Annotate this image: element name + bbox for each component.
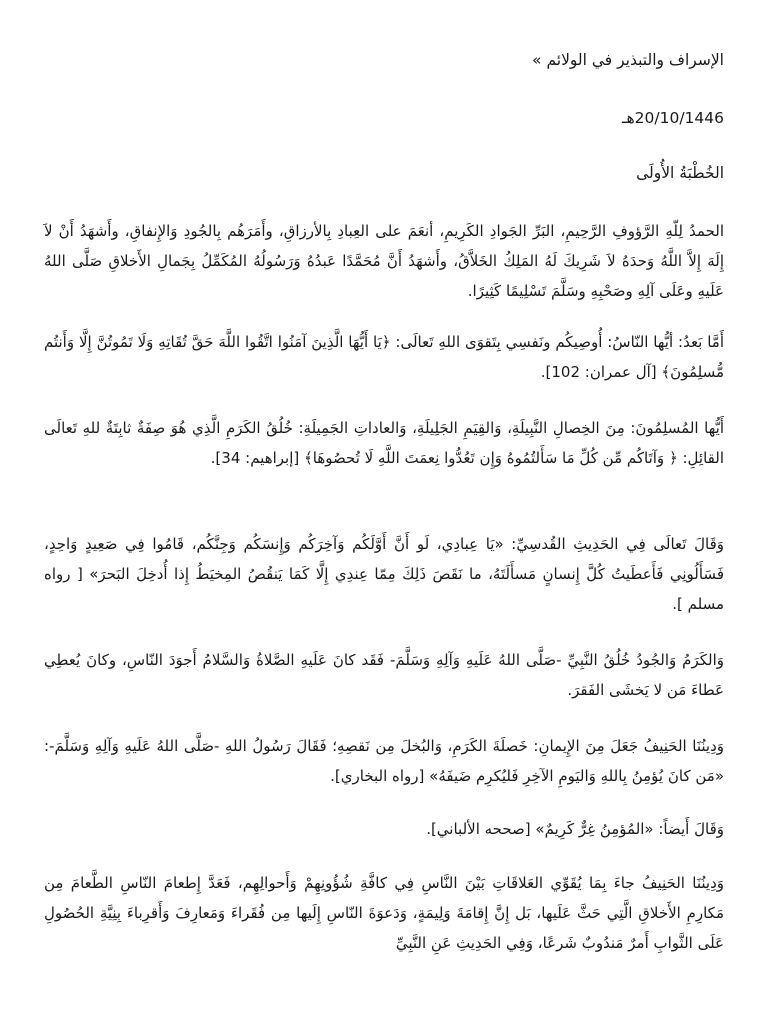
paragraph-believer-noble: وَقَالَ أَيضاً: «المُؤمِنُ غِرٌّ كَرِيمٌ» [صححه الألباني].: [426, 820, 724, 838]
paragraph-opening-praise: الحمدُ لِلّهِ الرَّؤوفِ الرَّحِيمِ، البَرِّ الجَوادِ الكَرِيمِ، أنعَمَ على العِبادِ بِالأرزاقِ، وأَمَرَهُم بِالجُودِ وَالإِنفاقِ، وأَشهَدُ أَنْ لاَ إِلَهَ إِلاَّ اللَّهُ وَحدَهُ لاَ شَرِيكَ لَهُ المَلِكُ الخَلاَّقُ، وأَشهَدُ أَنَّ مُحَمَّدًا عَبدُهُ وَرَسُولُهُ المُكَمِّلُ بِجَمالِ الأَخلاقِ صَلَّى اللهُ عَلَيهِ وعَلَى آلِهِ وصَحْبِهِ وسَلَّمَ تَسْلِيمًا كَثِيرًا.: [44, 222, 724, 300]
document-page: [44, 0, 724, 1024]
paragraph-hadith-qudsi: وَقَالَ تَعالَى فِي الحَدِيثِ القُدسِيِّ: «يَا عِبادِي، لَو أَنَّ أَوَّلَكُم وَآخِرَكُم وَإِنسَكُم وَجِنَّكُم، قَامُوا فِي صَعِيدٍ وَاحِدٍ، فَسَأَلُونِي فَأَعطَيتُ كُلَّ إِنسانٍ مَسأَلَتَهُ، ما نَقَصَ ذَلِكَ مِمّا عِندِي إِلَّا كَمَا يَنقُصُ المِخيَطُ إِذا أُدخِلَ البَحرَ» [ رواه مسلم ].: [44, 535, 724, 613]
document-title: الإسراف والتبذير في الولائم »: [532, 51, 724, 69]
paragraph-taqwa-exhortation: أَمَّا بَعدُ: أيُّها النّاسُ: أُوصِيكُم ونَفسِي بِتَقوَى اللهِ تَعالَى: ﴿يَا أَيُّهَا الَّذِينَ آمَنُوا اتَّقُوا اللَّهَ حَقَّ تُقَاتِهِ وَلَا تَمُوتُنَّ إِلَّا وَأَنتُم مُّسلِمُونَ﴾ [آل عمران: 102].: [44, 333, 724, 381]
document-date: 20/10/1446هـ: [621, 109, 724, 127]
paragraph-generosity-trait: أَيُّها المُسلِمُونَ: مِنَ الخِصالِ النَّبِيلَةِ، وَالقِيَمِ الجَلِيلَةِ، وَالعاداتِ الجَمِيلَةِ: خُلُقُ الكَرَمِ الَّذِي هُوَ صِفَةٌ ثابِتَةٌ للهِ تَعالَى القائِلِ: ﴿ وَآتَاكُم مِّن كُلِّ مَا سَأَلتُمُوهُ وَإِن تَعُدُّوا نِعمَتَ اللَّهِ لَا تُحصُوهَا﴾ [إبراهيم: 34].: [44, 419, 724, 467]
paragraph-honor-guest: وَدِينُنَا الحَنِيفُ جَعَلَ مِنَ الإِيمانِ: خَصلَةَ الكَرَمِ، وَالبُخلَ مِن نَقصِهِ؛ فَقَالَ رَسُولُ اللهِ -صَلَّى اللهُ عَلَيهِ وَآلِهِ وَسَلَّمَ-: «مَن كانَ يُؤمِنُ بِاللهِ وَاليَومِ الآخِرِ فَليُكرِم ضَيفَهُ» [رواه البخاري].: [44, 737, 724, 785]
paragraph-feeding-people: وَدِينُنَا الحَنِيفُ جاءَ بِمَا يُقَوِّي العَلاقَاتِ بَيْنَ النَّاسِ فِي كافَّةِ شُؤُونِهِمْ وَأَحوالِهِم، فَعَدَّ إِطعامَ النّاسِ الطَّعامَ مِن مَكارِمِ الأَخلاقِ الَّتِي حَثَّ عَلَيها، بَل إِنَّ إِقامَةَ وَلِيمَةٍ، وَدَعوَةَ النّاسِ إِلَيها مِن فُقَراءَ وَمَعارِفَ وَأَقرِباءَ بِنِيَّةِ الحُصُولِ عَلَى الثَّوابِ أَمرٌ مَندُوبٌ شَرعًا، وَفِي الحَدِيثِ عَنِ النَّبِيِّ: [44, 874, 724, 952]
sermon-heading: الخُطْبَةُ الأُولَى: [636, 164, 724, 182]
paragraph-prophet-generosity: وَالكَرَمُ وَالجُودُ خُلُقُ النَّبِيِّ -صَلَّى اللهُ عَلَيهِ وَآلِهِ وَسَلَّمَ- فَقَد كانَ عَلَيهِ الصَّلاةُ وَالسَّلامُ أَجوَدَ النّاسِ، وكانَ يُعطِي عَطاءَ مَن لا يَخشَى الفَقرَ.: [44, 651, 724, 699]
